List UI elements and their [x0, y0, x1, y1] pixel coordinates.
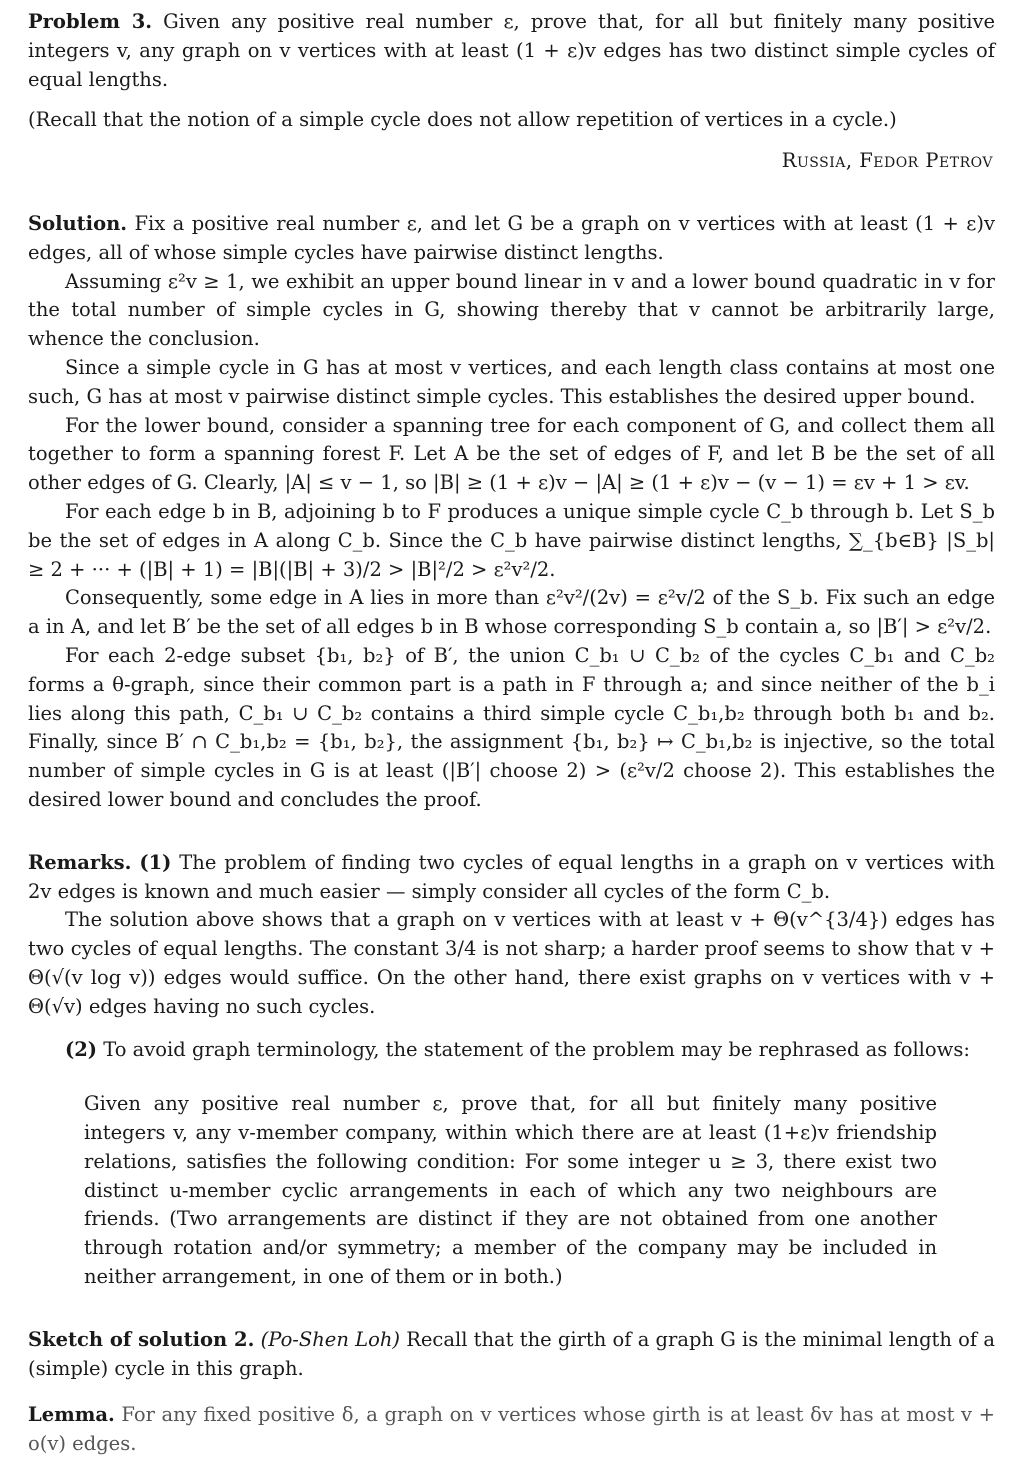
problem-recall: (Recall that the notion of a simple cycle does not allow repetition of vertices in a cycle.) [28, 108, 897, 132]
solution-p4: For the lower bound, consider a spanning tree for each component of G, and collect them all together to form a spanning forest F. Let A be the set of edges of F, and let B be the set of all other edges of G. Clearly, |A| ≤ v − 1, so |B| ≥ (1 + ε)v − |A| ≥ (1 + ε)v − (v − 1) = εv + 1 > εv. [28, 413, 995, 495]
sketch-author: (Po-Shen Loh) [260, 1327, 400, 1351]
remark-2 [28, 1036, 995, 1065]
sketch-paragraph [28, 1326, 995, 1384]
remark-2-label: (2) [65, 1037, 98, 1061]
rephrased-statement [84, 1090, 937, 1292]
sketch-label: Sketch of solution 2. [28, 1327, 255, 1351]
solution-p2: Assuming ε²v ≥ 1, we exhibit an upper bound linear in v and a lower bound quadratic in v for the total number of simple cycles in G, showing thereby that v cannot be arbitrarily large, whence the conclusion. [28, 269, 995, 351]
remarks-1 [28, 849, 995, 907]
remark-1b: The solution above shows that a graph on v vertices with at least v + Θ(v^{3/4}) edges has two cycles of equal lengths. The constant 3/4 is not sharp; a harder proof seems to show that v + Θ(√(v log v)) edges would suffice. On the other hand, there exist graphs on v vertices with v + Θ(√v) edges having no such cycles. [28, 908, 995, 1018]
solution-p1-text: Fix a positive real number ε, and let G be a graph on v vertices with at least (1 + ε)v edges, all of whose simple cycles have pairwise distinct lengths. [28, 211, 995, 264]
lemma-text: For any fixed positive δ, a graph on v vertices whose girth is at least δv has at most v + o(v) edges. [28, 1403, 995, 1456]
problem-statement [28, 8, 995, 94]
solution-p1 [28, 210, 995, 268]
remarks-label: Remarks. [28, 850, 132, 874]
solution-p6: Consequently, some edge in A lies in more than ε²v²/(2v) = ε²v/2 of the S_b. Fix such an edge a in A, and let B′ be the set of all edges b in B whose corresponding S_b contain a, so |B′| > ε²v/2. [28, 586, 995, 639]
solution-p3: Since a simple cycle in G has at most v vertices, and each length class contains at most one such, G has at most v pairwise distinct simple cycles. This establishes the desired upper bound. [28, 355, 995, 408]
rephrased-statement-text: Given any positive real number ε, prove that, for all but finitely many positive integers v, any v-member company, within which there are at least (1+ε)v friendship relations, satisfies the following condition: For some integer u ≥ 3, there exist two distinct u-member cyclic arrangements in each of which any two neighbours are friends. (Two arrangements are distinct if they are not obtained from one another through rotation and/or symmetry; a member of the company may be included in neither arrangement, in one of them or in both.) [84, 1092, 937, 1289]
problem-attribution: Russia, Fedor Petrov [781, 149, 993, 173]
solution-p7: For each 2-edge subset {b₁, b₂} of B′, the union C_b₁ ∪ C_b₂ of the cycles C_b₁ and C_b₂ forms a θ-graph, since their common part is a path in F through a; and since neither of the b_i lies along this path, C_b₁ ∪ C_b₂ contains a third simple cycle C_b₁,b₂ through both b₁ and b₂. Finally, since B′ ∩ C_b₁,b₂ = {b₁, b₂}, the assignment {b₁, b₂} ↦ C_b₁,b₂ is injective, so the total number of simple cycles in G is at least (|B′| choose 2) > (ε²v/2 choose 2). This establishes the desired lower bound and concludes the proof. [28, 643, 995, 811]
lemma-paragraph [28, 1401, 995, 1459]
solution-label: Solution. [28, 211, 128, 235]
remark-2-text: To avoid graph terminology, the statement of the problem may be rephrased as follows: [103, 1037, 970, 1061]
lemma-label: Lemma. [28, 1403, 115, 1427]
sketch-text: Recall that the girth of a graph G is the minimal length of a (simple) cycle in this graph. [28, 1327, 995, 1380]
solution-p5: For each edge b in B, adjoining b to F produces a unique simple cycle C_b through b. Let S_b be the set of edges in A along C_b. Since the C_b have pairwise distinct lengths, ∑_{b∈B} |S_b| ≥ 2 + ··· + (|B| + 1) = |B|(|B| + 3)/2 > |B|²/2 > ε²v²/2. [28, 499, 995, 581]
remark-1-label: (1) [139, 850, 172, 874]
problem-text: Given any positive real number ε, prove that, for all but finitely many positive integers v, any graph on v vertices with at least (1 + ε)v edges has two distinct simple cycles of equal lengths. [28, 10, 996, 91]
remark-1-text: The problem of finding two cycles of equal lengths in a graph on v vertices with 2v edges is known and much easier — simply consider all cycles of the form C_b. [28, 850, 995, 903]
problem-label: Problem 3. [28, 10, 153, 33]
